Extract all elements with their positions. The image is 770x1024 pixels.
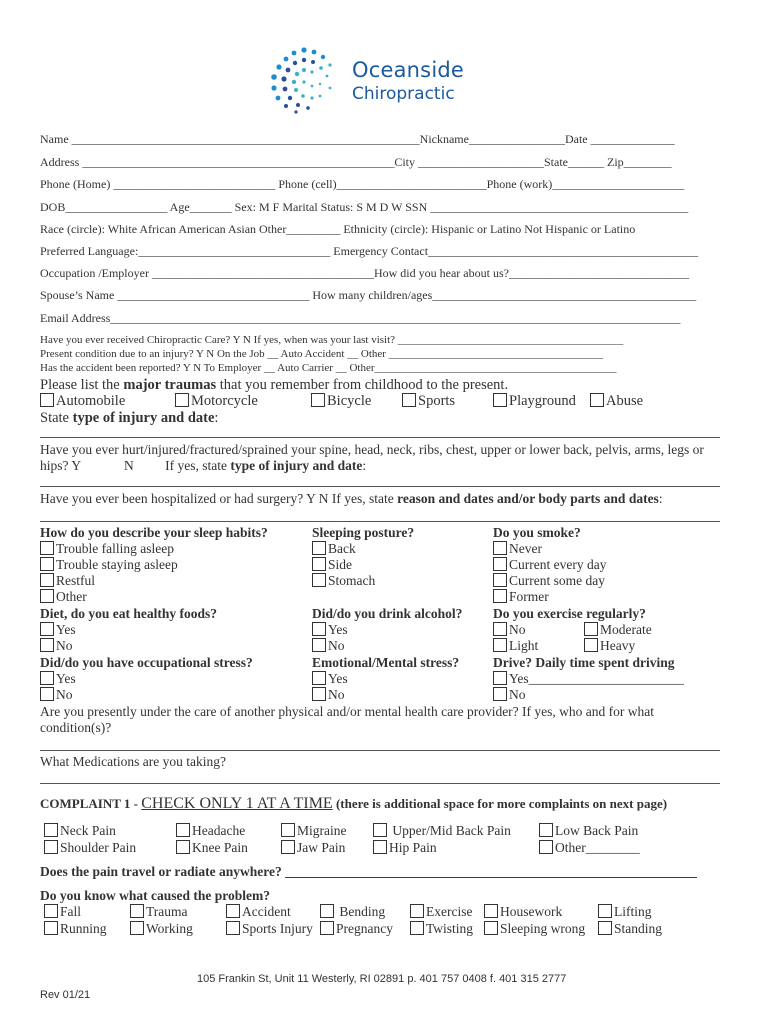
exercise-option[interactable] <box>493 638 538 654</box>
option-label: Yes <box>328 622 348 637</box>
option-label: No <box>328 687 345 702</box>
checkbox[interactable] <box>40 687 54 701</box>
checkbox[interactable] <box>176 840 190 854</box>
posture-option[interactable] <box>312 541 356 557</box>
emotional-stress-title: Emotional/Mental stress? <box>312 655 460 670</box>
occupation-row[interactable]: Occupation /Employer _____________________________________How did you hear about us?______________________________ <box>40 266 689 280</box>
option-label: Hip Pain <box>389 840 437 855</box>
label-text: hips? Y <box>40 458 81 473</box>
option-label: Accident <box>242 904 291 919</box>
complaint-area-option[interactable] <box>539 823 638 839</box>
checkbox[interactable] <box>312 557 326 571</box>
sleep-option[interactable] <box>40 541 174 557</box>
check-one-notice: CHECK ONLY 1 AT A TIME <box>141 795 333 812</box>
label-text: State <box>40 410 73 426</box>
checkbox[interactable] <box>493 687 507 701</box>
checkbox[interactable] <box>281 840 295 854</box>
radiate-question[interactable]: Does the pain travel or radiate anywhere? _____________________________________________________________ <box>40 864 697 879</box>
option-label: Standing <box>614 921 663 936</box>
trauma-state-label <box>40 410 218 427</box>
checkbox[interactable] <box>130 904 144 918</box>
footer-address: 105 Frankin St, Unit 11 Westerly, RI 02891 p. 401 757 0408 f. 401 315 2777 <box>197 973 567 985</box>
option-label: Side <box>328 557 353 572</box>
hospital-answer-line[interactable] <box>40 521 720 522</box>
cause-option[interactable] <box>484 904 562 920</box>
option-label: Neck Pain <box>60 823 116 838</box>
trauma-answer-line[interactable] <box>40 437 720 438</box>
checkbox[interactable] <box>493 589 507 603</box>
option-label: Stomach <box>328 573 376 588</box>
checkbox[interactable] <box>598 921 612 935</box>
trauma-option[interactable] <box>493 393 576 410</box>
label-tail: : <box>658 491 663 506</box>
option-label: Heavy <box>600 638 636 653</box>
complaint-area-option[interactable] <box>373 823 511 839</box>
checkbox[interactable] <box>44 823 58 837</box>
smoke-option[interactable] <box>493 589 549 605</box>
checkbox[interactable] <box>40 557 54 571</box>
label-text: N <box>124 458 134 473</box>
option-label: Jaw Pain <box>297 840 346 855</box>
label-bold: type of injury and date <box>230 458 363 473</box>
email-row[interactable]: Email Address_______________________________________________________________________________________________ <box>40 311 681 325</box>
other-care-question-line1: Are you presently under the care of another physical and/or mental health care provider? If yes, who and for what <box>40 704 655 719</box>
option-label: Pregnancy <box>336 921 393 936</box>
diet-option[interactable] <box>40 638 73 654</box>
cause-option[interactable] <box>226 904 291 920</box>
option-label: Trauma <box>146 904 188 919</box>
stress-option[interactable] <box>40 687 73 703</box>
option-label: Bending <box>339 904 386 919</box>
spouse-children-row[interactable]: Spouse’s Name ________________________________ How many children/ages____________________________________________ <box>40 288 697 302</box>
checkbox[interactable] <box>484 904 498 918</box>
option-label: Light <box>509 638 539 653</box>
option-label: Yes_______________________ <box>509 671 684 686</box>
sleep-option[interactable] <box>40 589 87 605</box>
label-tail: (there is additional space for more complaints on next page) <box>332 796 668 811</box>
checkbox[interactable] <box>484 921 498 935</box>
trauma-option[interactable] <box>311 393 371 410</box>
checkbox[interactable] <box>410 904 424 918</box>
checkbox[interactable] <box>44 921 58 935</box>
option-label: Working <box>146 921 193 936</box>
option-label: Restful <box>56 573 95 588</box>
trauma-option[interactable] <box>402 393 455 410</box>
address-row[interactable]: Address ____________________________________________________City _____________________State______ Zip________ <box>40 155 672 169</box>
option-label: Shoulder Pain <box>60 840 137 855</box>
smoke-option[interactable] <box>493 557 606 573</box>
trauma-label: Playground <box>509 393 576 409</box>
checkbox[interactable] <box>226 921 240 935</box>
option-label: No <box>509 687 526 702</box>
smoke-option[interactable] <box>493 541 542 557</box>
option-label: Yes <box>56 622 76 637</box>
checkbox[interactable] <box>584 638 598 652</box>
checkbox[interactable] <box>493 622 507 636</box>
dob-age-sex-row[interactable]: DOB_________________ Age_______ Sex: M F Marital Status: S M D W SSN ___________________________________________ <box>40 200 689 214</box>
emotional-option[interactable] <box>312 687 345 703</box>
exercise-option[interactable] <box>584 622 652 638</box>
option-label: Other________ <box>555 840 640 855</box>
label-tail: : <box>362 458 367 473</box>
checkbox[interactable] <box>312 573 326 587</box>
accident-reported-question[interactable]: Has the accident been reported? Y N To Employer __ Auto Carrier __ Other____________________________________________ <box>40 362 617 374</box>
drive-title: Drive? Daily time spent driving <box>493 655 675 670</box>
cause-option[interactable] <box>598 904 652 920</box>
option-label: Sports Injury <box>242 921 313 936</box>
checkbox[interactable] <box>312 622 326 636</box>
checkbox[interactable] <box>598 904 612 918</box>
checkbox[interactable] <box>40 541 54 555</box>
trauma-label: Bicycle <box>327 393 372 409</box>
option-label: Headache <box>192 823 246 838</box>
checkbox[interactable] <box>40 622 54 636</box>
checkbox[interactable] <box>493 573 507 587</box>
checkbox[interactable] <box>40 393 54 407</box>
revision-label: Rev 01/21 <box>40 989 91 1001</box>
sleep-option[interactable] <box>40 573 95 589</box>
checkbox[interactable] <box>584 622 598 636</box>
complaint-area-option[interactable] <box>281 823 347 839</box>
exercise-option[interactable] <box>584 638 635 654</box>
exercise-option[interactable] <box>493 622 526 638</box>
complaint-heading <box>40 795 667 813</box>
option-label: Current some day <box>509 573 605 588</box>
spine-answer-line[interactable] <box>40 486 720 487</box>
sleeping-posture-title: Sleeping posture? <box>312 525 415 540</box>
hospital-question <box>40 491 663 507</box>
checkbox[interactable] <box>493 557 507 571</box>
checkbox[interactable] <box>44 904 58 918</box>
option-label: Sleeping wrong <box>500 921 586 936</box>
trauma-label: Automobile <box>56 393 126 409</box>
cause-option[interactable] <box>44 921 107 937</box>
checkbox[interactable] <box>130 921 144 935</box>
label-bold: type of injury and date <box>72 410 215 426</box>
posture-option[interactable] <box>312 573 375 589</box>
checkbox[interactable] <box>226 904 240 918</box>
checkbox[interactable] <box>44 840 58 854</box>
checkbox[interactable] <box>493 541 507 555</box>
complaint-area-option[interactable] <box>176 840 248 856</box>
option-label: Upper/Mid Back Pain <box>392 823 511 838</box>
option-label: No <box>56 687 73 702</box>
alcohol-option[interactable] <box>312 638 345 654</box>
other-care-answer-line[interactable] <box>40 750 720 751</box>
option-label: Current every day <box>509 557 607 572</box>
complaint-area-option[interactable] <box>539 840 640 856</box>
checkbox[interactable] <box>281 823 295 837</box>
cause-option[interactable] <box>410 921 473 937</box>
option-label: Trouble staying asleep <box>56 557 178 572</box>
trauma-label: Abuse <box>606 393 644 409</box>
checkbox[interactable] <box>311 393 325 407</box>
smoke-title: Do you smoke? <box>493 525 581 540</box>
option-label: Low Back Pain <box>555 823 639 838</box>
emotional-option[interactable] <box>312 671 348 687</box>
checkbox[interactable] <box>40 671 54 685</box>
logo-dots-icon <box>268 46 348 114</box>
cause-option[interactable] <box>320 921 393 937</box>
traumas-intro-text: Please list the <box>40 377 124 393</box>
option-label: Lifting <box>614 904 652 919</box>
trauma-option[interactable] <box>590 393 643 410</box>
race-ethnicity-row[interactable]: Race (circle): White African American Asian Other_________ Ethnicity (circle): Hispanic or Latino Not Hispanic or Latino <box>40 222 636 236</box>
label-bold: reason and dates and/or body parts and dates <box>397 491 659 506</box>
checkbox[interactable] <box>320 921 334 935</box>
posture-option[interactable] <box>312 557 352 573</box>
traumas-intro-tail: that you remember from childhood to the present. <box>216 377 509 393</box>
drive-option[interactable] <box>493 687 526 703</box>
option-label: Other <box>56 589 87 604</box>
checkbox[interactable] <box>493 393 507 407</box>
cause-option[interactable] <box>598 921 662 937</box>
cause-option[interactable] <box>44 904 81 920</box>
option-label: Yes <box>328 671 348 686</box>
complaint-area-option[interactable] <box>373 840 437 856</box>
checkbox[interactable] <box>539 840 553 854</box>
complaint-area-option[interactable] <box>281 840 345 856</box>
checkbox[interactable] <box>539 823 553 837</box>
option-label: Fall <box>60 904 82 919</box>
label-tail: : <box>214 410 219 426</box>
checkbox[interactable] <box>312 687 326 701</box>
trauma-option[interactable] <box>175 393 258 410</box>
language-emergency-row[interactable]: Preferred Language:________________________________ Emergency Contact_____________________________________________ <box>40 244 699 258</box>
medications-question: What Medications are you taking? <box>40 754 226 769</box>
exercise-title: Do you exercise regularly? <box>493 606 646 621</box>
complaint-area-option[interactable] <box>44 823 116 839</box>
checkbox[interactable] <box>40 573 54 587</box>
checkbox[interactable] <box>373 823 387 837</box>
checkbox[interactable] <box>40 589 54 603</box>
option-label: Never <box>509 541 542 556</box>
complaint-area-option[interactable] <box>176 823 245 839</box>
option-label: No <box>56 638 73 653</box>
traumas-intro <box>40 377 508 394</box>
trauma-label: Sports <box>418 393 456 409</box>
option-label: Housework <box>500 904 563 919</box>
option-label: Back <box>328 541 356 556</box>
option-label: Trouble falling asleep <box>56 541 174 556</box>
stress-option[interactable] <box>40 671 76 687</box>
cause-option[interactable] <box>130 904 188 920</box>
smoke-option[interactable] <box>493 573 605 589</box>
option-label: Twisting <box>426 921 474 936</box>
trauma-option[interactable] <box>40 393 125 410</box>
complaint-area-option[interactable] <box>44 840 136 856</box>
option-label: Exercise <box>426 904 473 919</box>
alcohol-option[interactable] <box>312 622 348 638</box>
label-text: Have you ever been hospitalized or had surgery? Y N If yes, state <box>40 491 398 506</box>
other-care-question-line2: condition(s)? <box>40 720 112 735</box>
spine-question-line2 <box>40 458 366 474</box>
checkbox[interactable] <box>373 840 387 854</box>
checkbox[interactable] <box>176 823 190 837</box>
cause-option[interactable] <box>226 921 313 937</box>
checkbox[interactable] <box>493 671 507 685</box>
option-label: No <box>328 638 345 653</box>
checkbox[interactable] <box>312 638 326 652</box>
diet-title: Diet, do you eat healthy foods? <box>40 606 218 621</box>
medications-answer-line[interactable] <box>40 783 720 784</box>
checkbox[interactable] <box>493 638 507 652</box>
chiropractic-care-question[interactable]: Have you ever received Chiropractic Care? Y N If yes, when was your last visit? _________________________________________ <box>40 334 624 346</box>
brand-name-line1: Oceanside <box>352 58 464 82</box>
phone-row[interactable]: Phone (Home) ___________________________ Phone (cell)_________________________Phone (work)______________________ <box>40 177 685 191</box>
alcohol-title: Did/do you drink alcohol? <box>312 606 463 621</box>
checkbox[interactable] <box>410 921 424 935</box>
checkbox[interactable] <box>590 393 604 407</box>
sleep-option[interactable] <box>40 557 178 573</box>
cause-option[interactable] <box>130 921 193 937</box>
option-label: Knee Pain <box>192 840 248 855</box>
label-text: COMPLAINT 1 - <box>40 796 142 811</box>
sleep-habits-title: How do you describe your sleep habits? <box>40 525 268 540</box>
cause-option[interactable] <box>484 921 585 937</box>
checkbox[interactable] <box>175 393 189 407</box>
injury-question[interactable]: Present condition due to an injury? Y N On the Job __ Auto Accident __ Other _______________________________________ <box>40 348 604 360</box>
trauma-label: Motorcycle <box>191 393 258 409</box>
drive-option[interactable] <box>493 671 684 687</box>
brand-name-line2: Chiropractic <box>352 84 455 104</box>
cause-option[interactable] <box>410 904 472 920</box>
option-label: Moderate <box>600 622 652 637</box>
checkbox[interactable] <box>312 671 326 685</box>
name-nickname-date-row[interactable]: Name __________________________________________________________Nickname________________Date ______________ <box>40 132 675 146</box>
cause-option[interactable] <box>320 904 385 920</box>
option-label: Running <box>60 921 107 936</box>
checkbox[interactable] <box>320 904 334 918</box>
option-label: Former <box>509 589 549 604</box>
label-text: If yes, state <box>165 458 231 473</box>
checkbox[interactable] <box>40 638 54 652</box>
option-label: Yes <box>56 671 76 686</box>
spine-question-line1: Have you ever hurt/injured/fractured/sprained your spine, head, neck, ribs, chest, upper or lower back, pelvis, arms, legs or <box>40 442 704 457</box>
option-label: Migraine <box>297 823 347 838</box>
occupational-stress-title: Did/do you have occupational stress? <box>40 655 253 670</box>
traumas-intro-bold: major traumas <box>123 377 217 393</box>
checkbox[interactable] <box>402 393 416 407</box>
option-label: No <box>509 622 526 637</box>
cause-title: Do you know what caused the problem? <box>40 888 271 903</box>
diet-option[interactable] <box>40 622 76 638</box>
checkbox[interactable] <box>312 541 326 555</box>
